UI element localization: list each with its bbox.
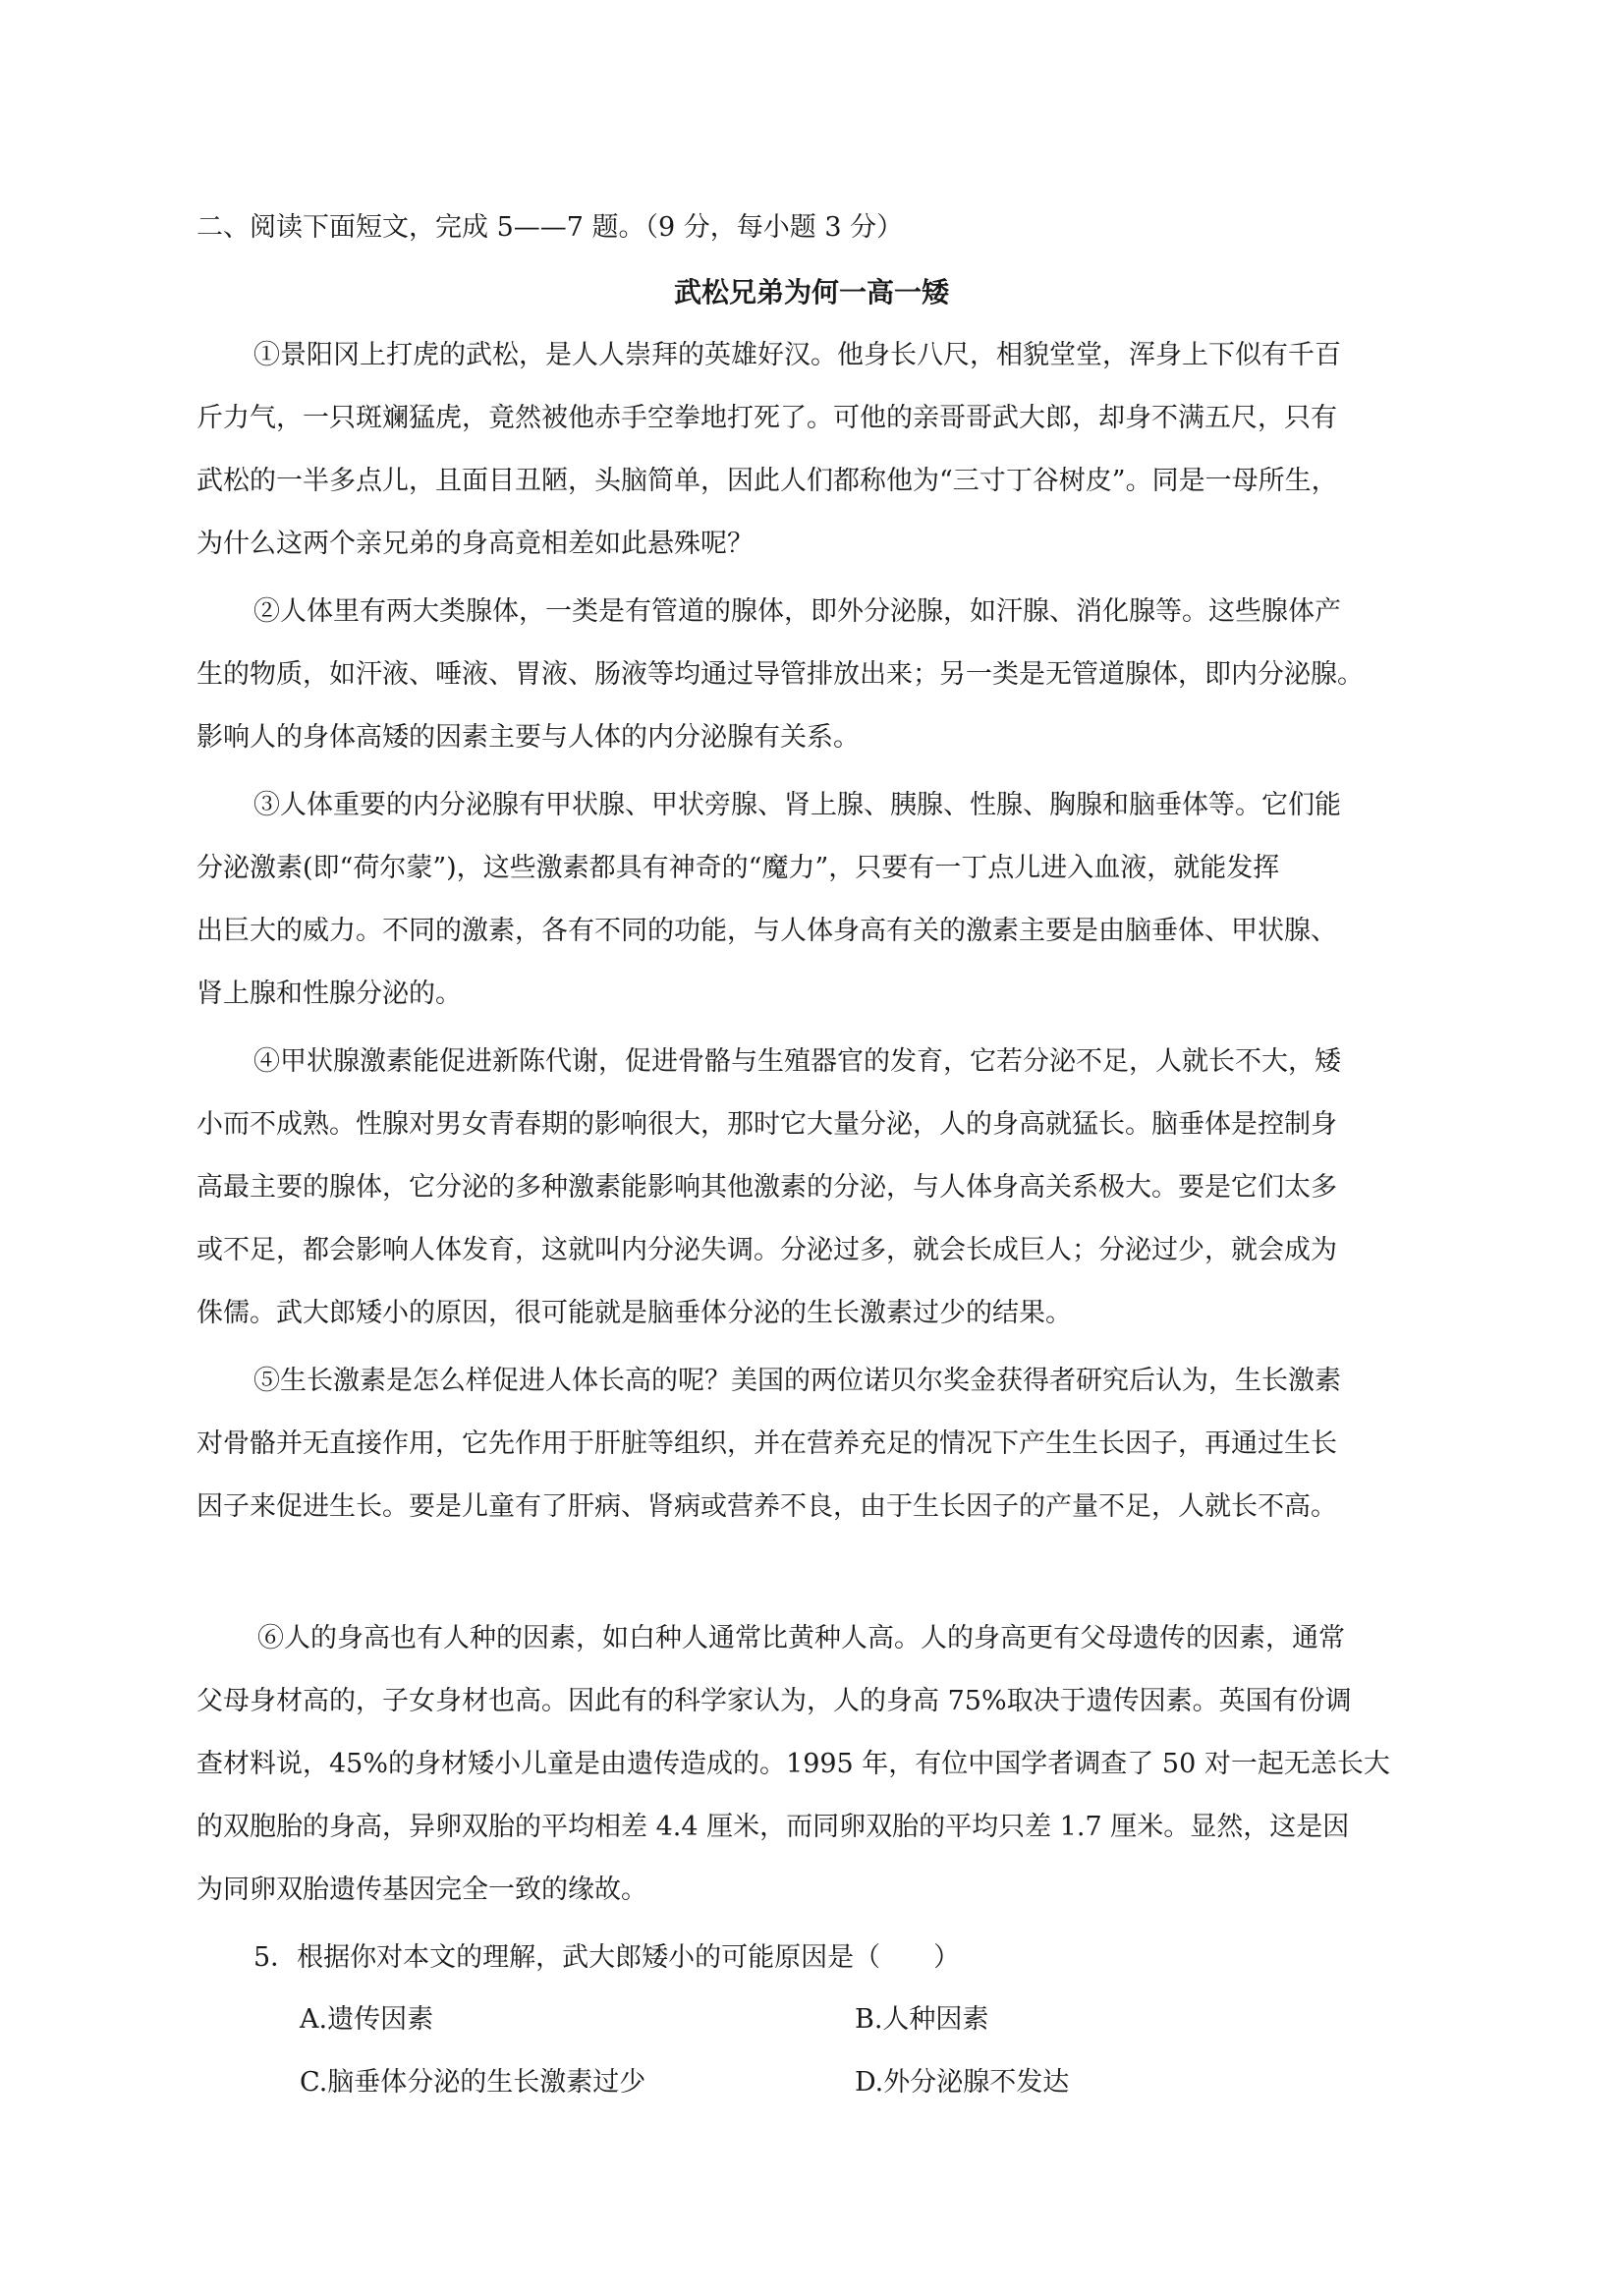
text-line: 侏儒。武大郎矮小的原因，很可能就是脑垂体分泌的生长激素过少的结果。: [196, 1298, 1072, 1328]
text-line: 对骨骼并无直接作用，它先作用于肝脏等组织，并在营养充足的情况下产生生长因子，再通过生长: [196, 1428, 1337, 1459]
text-line: 影响人的身体高矮的因素主要与人体的内分泌腺有关系。: [196, 722, 860, 753]
question-stem: 5．根据你对本文的理解，武大郎矮小的可能原因是（ ）: [253, 1942, 961, 1973]
option-c[interactable]: C.脑垂体分泌的生长激素过少: [300, 2067, 646, 2098]
section-heading: 二、阅读下面短文，完成 5——7 题。（9 分，每小题 3 分）: [196, 212, 904, 243]
text-line: 为同卵双胎遗传基因完全一致的缘故。: [196, 1875, 647, 1905]
text-line: 的双胞胎的身高，异卵双胎的平均相差 4.4 厘米，而同卵双胎的平均只差 1.7 厘米。显然，这是因: [196, 1812, 1350, 1842]
text-line: 查材料说，45%的身材矮小儿童是由遗传造成的。1995 年，有位中国学者调查了 50 对一起无恙长大: [196, 1749, 1390, 1779]
text-line: 出巨大的威力。不同的激素，各有不同的功能，与人体身高有关的激素主要是由脑垂体、甲状腺、: [196, 916, 1337, 946]
text-line: ②人体里有两大类腺体，一类是有管道的腺体，即外分泌腺，如汗腺、消化腺等。这些腺体产: [253, 596, 1341, 627]
option-d[interactable]: D.外分泌腺不发达: [855, 2067, 1070, 2098]
text-line: ⑤生长激素是怎么样促进人体长高的呢？美国的两位诺贝尔奖金获得者研究后认为，生长激素: [253, 1366, 1341, 1396]
text-line: 小而不成熟。性腺对男女青春期的影响很大，那时它大量分泌，人的身高就猛长。脑垂体是控制身: [196, 1109, 1337, 1140]
text-line: ④甲状腺激素能促进新陈代谢，促进骨骼与生殖器官的发育，它若分泌不足，人就长不大，矮: [253, 1046, 1341, 1077]
text-line: 因子来促进生长。要是儿童有了肝病、肾病或营养不良，由于生长因子的产量不足，人就长不高。: [196, 1491, 1337, 1522]
text-line: ③人体重要的内分泌腺有甲状腺、甲状旁腺、肾上腺、胰腺、性腺、胸腺和脑垂体等。它们能: [253, 790, 1341, 820]
text-line: ①景阳冈上打虎的武松，是人人崇拜的英雄好汉。他身长八尺，相貌堂堂，浑身上下似有千百: [253, 340, 1341, 370]
text-line: ⑥人的身高也有人种的因素，如白种人通常比黄种人高。人的身高更有父母遗传的因素，通常: [257, 1623, 1345, 1653]
text-line: 分泌激素(即“荷尔蒙”)，这些激素都具有神奇的“魔力”，只要有一丁点儿进入血液，就能发挥: [196, 853, 1280, 883]
text-line: 生的物质，如汗液、唾液、胃液、肠液等均通过导管排放出来；另一类是无管道腺体，即内分泌腺。: [196, 659, 1364, 690]
text-line: 高最主要的腺体，它分泌的多种激素能影响其他激素的分泌，与人体身高关系极大。要是它们太多: [196, 1172, 1337, 1203]
article-title: 武松兄弟为何一高一矮: [673, 276, 949, 308]
text-line: 斤力气，一只斑斓猛虎，竟然被他赤手空拳地打死了。可他的亲哥哥武大郎，却身不满五尺，只有: [196, 403, 1337, 433]
text-line: 父母身材高的，子女身材也高。因此有的科学家认为，人的身高 75%取决于遗传因素。英国有份调: [196, 1686, 1352, 1716]
option-b[interactable]: B.人种因素: [855, 2004, 989, 2035]
text-line: 武松的一半多点儿，且面目丑陋，头脑简单，因此人们都称他为“三寸丁谷树皮”。同是一母所生，: [196, 466, 1338, 496]
text-line: 或不足，都会影响人体发育，这就叫内分泌失调。分泌过多，就会长成巨人；分泌过少，就会成为: [196, 1235, 1337, 1265]
option-a[interactable]: A.遗传因素: [300, 2004, 434, 2035]
text-line: 为什么这两个亲兄弟的身高竟相差如此悬殊呢？: [196, 529, 754, 559]
text-line: 肾上腺和性腺分泌的。: [196, 979, 462, 1009]
